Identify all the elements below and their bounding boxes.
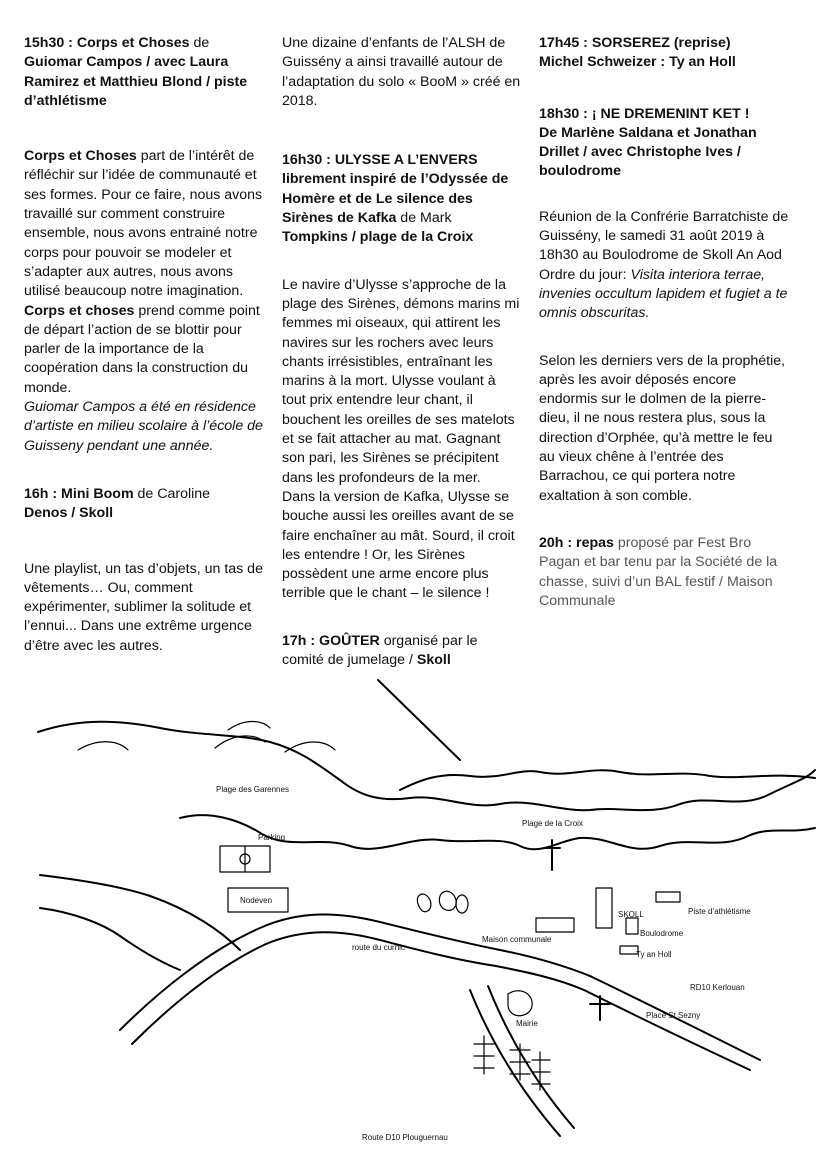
fence — [510, 1044, 530, 1080]
paragraph: Une playlist, un tas d’objets, un tas de vêtements… Ou, comment expérimenter, sublimer la solitude et l’ennui... Dans une extrême urgence d’être avec les autres. — [24, 560, 263, 654]
event-people: Denos / Skoll — [24, 505, 114, 522]
event-title: 16h30 : ULYSSE A L’ENVERS librement inspiré de l’Odyssée de Homère et de Le silence des Sirènes de Kafka — [282, 152, 509, 227]
piste-building — [656, 892, 680, 902]
event-people: Tompkins / plage de la Croix — [282, 229, 474, 246]
label-maison-communale: Maison communale — [482, 935, 552, 944]
label-parking: Parking — [258, 833, 286, 842]
event-place: Skoll — [416, 652, 451, 669]
fence — [474, 1036, 494, 1074]
wave — [228, 722, 270, 731]
event-time: 15h30 : Corps et Choses — [24, 35, 190, 51]
event-heading-ulysse — [282, 151, 522, 247]
route-du-curnic — [120, 914, 590, 1030]
village-map — [0, 660, 826, 1169]
paragraph: Selon les derniers vers de la prophétie, après les avoir déposés encore endormis sur le dolmen de la pierre-dieu, il ne nous restera plus, sous la direction d’Orphée, qu’à mettre le feu au vieux chêne à l’entrée des Barrachou, ce qui portera notre exaltation à son comble. — [539, 352, 786, 504]
paragraph-text: Réunion de la Confrérie Barratchiste de Guissény, le samedi 31 août 2019 à 18h30 au Boulodrome de Skoll An Aod Ordre du jour: — [539, 208, 789, 283]
column-right — [539, 34, 789, 611]
paragraph: Le navire d’Ulysse s’approche de la plage des Sirènes, démons marins mi femmes mi oiseaux, qui attirent les navires sur les rochers avec leurs chants irrésistibles, entraînant les marins à la mort. Ulysse voulant à tout prix entendre leur chant, il bouchent les oreilles de ses matelots et se fait attacher au mat. Gagnant son pari, les Sirènes se précipitent dans les profondeurs de la mer. — [282, 276, 520, 486]
rock — [456, 895, 468, 913]
fence — [532, 1052, 550, 1090]
rock — [439, 891, 456, 910]
column-left — [24, 34, 269, 656]
label-rd10: RD10 Kerlouan — [690, 983, 745, 992]
event-text: organisé par le comité de jumelage / — [282, 632, 478, 669]
event-time: 17h : GOÛTER — [282, 632, 380, 649]
event-heading-corps-et-choses — [24, 34, 269, 111]
label-boulodrome: Boulodrome — [640, 929, 684, 938]
label-mairie: Mairie — [516, 1019, 538, 1028]
event-time: 20h : repas — [539, 534, 614, 551]
column-middle — [282, 34, 522, 670]
event-time: 16h : Mini Boom — [24, 485, 134, 502]
paragraph — [24, 147, 269, 456]
event-de: de Caroline — [133, 485, 211, 502]
paragraph-italic: Visita interiora terrae, invenies occultum lapidem et fugiet a te omnis obscuritas. — [539, 266, 788, 322]
left-inner-bay — [40, 908, 180, 970]
mairie-building — [508, 991, 532, 1016]
shore-ridge — [400, 770, 815, 790]
event-people: De Marlène Saldana et Jonathan Drillet / avec Christophe Ives / boulodrome — [539, 124, 757, 180]
label-nodeven: Nodeven — [240, 896, 273, 905]
event-heading-mini-boom — [24, 485, 269, 524]
label-piste: Piste d’athlétisme — [688, 907, 751, 916]
label-skoll: SKOLL — [618, 910, 644, 919]
paragraph-strong: Corps et choses — [24, 302, 135, 319]
paragraph-text: prend comme point de départ l’action de se blottir pour parler de la importance de la coopération dans la construction du monde. — [24, 302, 260, 396]
skoll-building — [596, 888, 612, 928]
paragraph: Une dizaine d’enfants de l’ALSH de Guissény a ainsi travaillé autour de l’adaptation du solo « BooM » créé en 2018. — [282, 35, 521, 109]
event-title: 18h30 : ¡ NE DREMENINT KET ! — [539, 105, 750, 122]
event-title: 17h45 : SORSEREZ (reprise) — [539, 35, 731, 51]
label-route-cornic: route du curnic — [352, 943, 405, 952]
event-people: Guiomar Campos / avec Laura Ramirez et Matthieu Blond / piste d’athlétisme — [24, 54, 248, 109]
boulodrome-building — [626, 918, 638, 934]
event-people: Michel Schweizer : Ty an Holl — [539, 54, 736, 71]
road-rd10-edge — [584, 990, 750, 1070]
label-route-d10: Route D10 Plouguernau — [362, 1133, 448, 1142]
road-d10-edge — [488, 986, 574, 1128]
paragraph — [539, 208, 789, 324]
paragraph-strong: Corps et Choses — [24, 148, 137, 165]
event-de: de — [189, 35, 210, 51]
paragraph-italic: Guiomar Campos a été en résidence d’artiste en milieu scolaire à l’école de Guisseny pendant une année. — [24, 399, 263, 454]
label-place-st-sezny: Place St Sezny — [646, 1011, 701, 1020]
event-heading-repas — [539, 534, 789, 611]
event-text: proposé par Fest Bro Pagan et bar tenu par la Société de la chasse, suivi d’un BAL festif / Maison Communale — [539, 534, 778, 609]
place-st-sezny-cross — [590, 996, 610, 1020]
label-plage-garennes: Plage des Garennes — [216, 785, 289, 794]
event-de: de Mark — [396, 210, 452, 227]
event-heading-sorserez — [539, 34, 789, 73]
label-ty-an-holl: Ty an Holl — [636, 950, 672, 959]
rock — [417, 894, 431, 912]
label-plage-croix: Plage de la Croix — [522, 819, 583, 828]
diagonal-line — [378, 680, 460, 760]
maison-communale-building — [536, 918, 574, 932]
paragraph: Dans la version de Kafka, Ulysse se bouche aussi les oreilles avant de se faire enchaîner au mât. Sourd, il croit les entendre ! Or, les Sirènes possèdent une arme encore plus terrible que le chant – le silence ! — [282, 488, 515, 602]
paragraph-text: part de l’intérêt de réfléchir sur l’idée de communauté et ses formes. Pour ce faire, nous avons travaillé sur comment construire ensemble, nous avons entrainé notre corps pour pouvoir se modeler et s’adapter aux autres, nous avons utilisé beaucoup notre imagination. — [24, 148, 263, 300]
event-heading-ne-dremenint-ket — [539, 105, 789, 182]
left-bay — [40, 875, 240, 950]
wave — [78, 742, 128, 750]
coastline — [38, 722, 815, 810]
